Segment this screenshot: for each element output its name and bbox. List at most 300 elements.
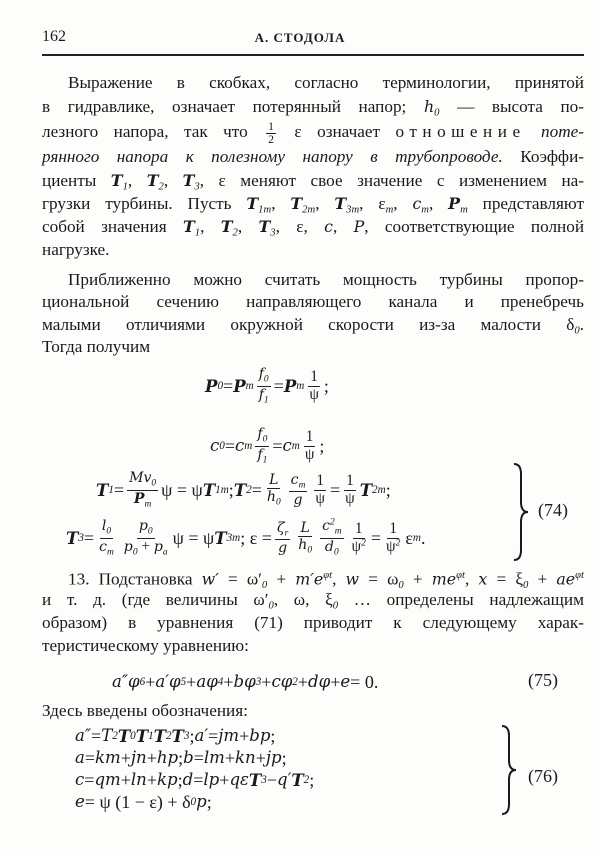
text-segment: 1 (194, 227, 201, 239)
text-segment: T (146, 171, 159, 190)
text-segment: w (345, 569, 360, 589)
text-segment: c (210, 436, 220, 455)
fraction-denominator (122, 539, 170, 558)
fraction (384, 521, 402, 554)
text-segment: jm (218, 726, 240, 745)
text-segment: ; (228, 480, 234, 500)
text-segment: m′e (295, 569, 324, 589)
text-segment: Здесь введены обозначения: (42, 701, 248, 720)
text-segment: T (96, 480, 109, 500)
fraction (350, 521, 368, 554)
text-segment: jn (130, 748, 147, 767)
fraction (313, 473, 327, 506)
paragraph-2-line (42, 314, 584, 336)
text-segment: ; (385, 480, 391, 500)
equation-76-line (75, 747, 287, 769)
text-segment: … определены надлежащим (338, 590, 584, 609)
text-segment: = (251, 480, 262, 500)
text-segment: h (298, 536, 308, 553)
text-segment: + (146, 748, 157, 768)
text-segment: , (127, 171, 147, 190)
text-segment: = (272, 436, 283, 456)
fraction-denominator (257, 387, 271, 406)
text-segment: 3 (194, 181, 200, 193)
text-segment: 1 (262, 454, 268, 465)
text-segment: + (120, 748, 131, 768)
text-segment: = (224, 436, 236, 456)
text-segment: 0 (261, 580, 268, 592)
text-segment: , ε (359, 194, 386, 213)
fraction-denominator (343, 491, 357, 507)
text-segment: 3m (226, 532, 241, 544)
paragraph-3-line (42, 635, 584, 657)
text-segment: , (200, 217, 221, 236)
text-segment: ψ = ψ (172, 528, 215, 548)
text-segment: + (255, 748, 266, 768)
fraction (289, 472, 308, 508)
text-segment: ; (270, 726, 276, 746)
text-segment: + (261, 672, 272, 692)
text-segment: + (186, 672, 197, 692)
text-segment: , (163, 171, 183, 190)
text-segment: T (182, 217, 195, 236)
text-segment: = (208, 726, 219, 746)
fraction-denominator (323, 539, 341, 558)
text-segment: a″ (75, 726, 92, 745)
text-segment: r (284, 528, 289, 539)
text-segment: 5 (180, 676, 187, 688)
text-segment: g (278, 540, 288, 557)
text-segment: P (133, 490, 145, 507)
text-segment: p (196, 792, 207, 811)
paragraph-1-line (42, 146, 584, 168)
text-segment: T (258, 217, 271, 236)
text-segment: отношение (395, 122, 526, 141)
paragraph-3-line (42, 612, 584, 634)
text-segment: φt (456, 570, 465, 581)
text-segment: L (269, 471, 279, 488)
fraction-numerator (127, 470, 158, 490)
text-segment: bφ (233, 672, 256, 691)
fraction-numerator (308, 369, 320, 386)
text-segment: m (291, 440, 300, 452)
text-segment: ; (323, 376, 329, 396)
text-segment: + (239, 726, 250, 746)
text-segment: l (101, 518, 107, 535)
text-segment: = (193, 748, 204, 768)
text-segment: dφ (308, 672, 331, 691)
fraction-denominator (384, 539, 402, 555)
fraction-denominator (266, 134, 276, 145)
text-segment: 1 (108, 484, 114, 496)
equation-76-line (75, 769, 314, 791)
text-segment: c (412, 194, 422, 213)
text-segment: ; (178, 748, 184, 768)
text-segment: f (258, 386, 264, 403)
text-segment: 1 (148, 730, 154, 742)
text-segment: ψ (315, 489, 325, 507)
text-segment: 0 (333, 546, 339, 557)
text-segment: 0 (523, 580, 529, 592)
text-segment: qm (94, 770, 121, 789)
fraction (122, 518, 170, 558)
text-segment: ; (281, 748, 287, 768)
fraction-numerator (257, 366, 271, 386)
text-segment: 2 (232, 227, 238, 239)
text-segment: 1 (389, 520, 397, 538)
text-segment: T (334, 194, 347, 213)
text-segment: ψ = ψ (161, 480, 203, 500)
fraction-denominator (132, 491, 153, 510)
paragraph-1-line (42, 216, 584, 238)
text-segment: + (403, 569, 432, 589)
text-segment: T (202, 480, 216, 500)
fraction (265, 472, 283, 508)
paragraph-2-line (42, 269, 584, 291)
text-segment: m (460, 204, 468, 216)
text-segment: ε (405, 528, 413, 548)
text-segment: 0 (263, 374, 269, 385)
text-segment: 1 (268, 120, 274, 134)
text-segment: T (291, 770, 304, 790)
text-segment: 6 (139, 676, 146, 688)
fraction (97, 518, 116, 558)
text-segment: ; (319, 436, 325, 456)
text-segment: ε означает (278, 122, 396, 141)
text-segment: + (267, 569, 296, 589)
text-segment: T (248, 770, 262, 790)
fraction (266, 121, 276, 144)
text-segment: g (293, 492, 303, 509)
text-segment: 3 (270, 227, 276, 239)
text-segment: . (420, 528, 426, 548)
text-segment: поте- (541, 122, 584, 141)
brace-76 (500, 724, 520, 816)
text-segment: kn (235, 748, 256, 767)
text-segment: T (117, 726, 131, 746)
text-segment: — высота по- (439, 97, 584, 116)
text-segment: + (224, 748, 236, 768)
equation-number-74: (74) (538, 500, 568, 520)
fraction (296, 520, 314, 556)
text-segment: + (297, 672, 309, 692)
text-segment: d (324, 538, 334, 555)
text-segment: T (246, 194, 259, 213)
fraction-numerator (255, 426, 269, 446)
text-segment: P (283, 376, 297, 396)
text-segment: ; (177, 770, 183, 790)
text-segment: 13. Подстановка (68, 569, 202, 589)
text-segment: + (145, 672, 156, 692)
text-segment: 0 (190, 796, 197, 808)
equation-t1-t2 (96, 472, 391, 508)
text-segment: , (237, 217, 259, 236)
text-segment: Mv (129, 470, 152, 487)
text-segment: φt (575, 570, 584, 581)
text-segment: и т. д. (где величины ω′ (42, 590, 269, 609)
text-segment: c (235, 436, 245, 455)
text-segment: qε (229, 770, 249, 789)
fraction-denominator (303, 447, 317, 463)
text-segment: f (257, 446, 263, 463)
text-segment: 0 (217, 380, 224, 392)
text-segment: P (353, 217, 365, 236)
text-segment: p (123, 538, 133, 555)
text-segment: ; (189, 726, 195, 746)
text-segment: f (257, 426, 263, 443)
text-segment: = (273, 376, 284, 396)
fraction-numerator (314, 473, 326, 490)
text-segment: h (266, 488, 276, 505)
text-segment: малыми отличиями окружной скорости из-за малости δ (42, 315, 575, 334)
text-segment: 0 (219, 440, 225, 452)
text-segment: bp (249, 726, 271, 745)
equation-75 (112, 669, 378, 695)
text-segment: циональной сечению направляющего канала и пренебречь (42, 292, 584, 311)
text-segment: T (135, 726, 149, 746)
text-segment: = (223, 376, 234, 396)
text-segment: + (137, 537, 154, 555)
text-segment: + (223, 672, 234, 692)
text-segment: 2 (292, 676, 298, 688)
text-segment: T (101, 726, 113, 745)
paragraph-2-line (42, 291, 584, 313)
text-segment: , ε, (275, 217, 325, 236)
text-segment: 0 (147, 526, 153, 537)
page-number: 162 (42, 28, 66, 45)
text-segment: рянного напора к полезному напору в трубопроводе. (42, 147, 503, 166)
text-segment: c (99, 538, 107, 555)
paragraph-1-line (42, 239, 584, 261)
fraction (257, 366, 271, 406)
text-segment: φt (323, 570, 333, 581)
text-segment: , (464, 569, 479, 589)
text-segment: 0 (151, 478, 157, 489)
text-segment: m (296, 380, 305, 392)
text-segment: 3m (346, 204, 360, 216)
text-segment: , (393, 194, 413, 213)
text-segment: 3 (261, 774, 267, 786)
text-segment: a′ (194, 726, 209, 745)
text-segment: T (153, 726, 166, 746)
text-segment: c (290, 471, 299, 488)
text-segment: , (332, 569, 346, 589)
text-segment: P (448, 194, 461, 213)
text-segment: Коэффи- (502, 147, 584, 166)
text-segment: 0 (332, 600, 339, 612)
text-segment: лезного напора, так что (42, 122, 264, 141)
text-segment: P (233, 376, 246, 396)
fraction-denominator (276, 540, 289, 556)
fraction-denominator (307, 387, 321, 403)
text-segment: 3 (183, 730, 190, 742)
fraction-denominator (296, 537, 314, 556)
text-segment: km (95, 748, 121, 767)
paragraph-1-line (42, 170, 584, 192)
text-segment: 1 (263, 394, 269, 405)
text-segment: 2 (112, 730, 118, 742)
text-segment: 0 (106, 526, 112, 537)
text-segment: T (110, 171, 123, 190)
text-segment: + (330, 672, 341, 692)
brace-74 (512, 462, 532, 562)
text-segment (526, 122, 541, 141)
text-segment: ψ (386, 537, 396, 555)
text-segment: 1 (316, 472, 325, 490)
text-segment: c (324, 217, 333, 236)
text-segment: = (91, 726, 102, 746)
text-segment: m (244, 440, 253, 452)
equation-76-line (75, 725, 275, 747)
text-segment: T (182, 171, 195, 190)
text-segment: m (245, 380, 254, 392)
text-segment: 1 (346, 472, 354, 490)
text-segment: ψ (351, 537, 362, 555)
text-segment: 0 (574, 325, 580, 337)
text-segment: 0 (307, 545, 313, 556)
text-segment: e (340, 672, 351, 691)
equation-number-75: (75) (528, 670, 558, 690)
fraction-numerator (353, 521, 365, 538)
text-segment: T (233, 480, 247, 500)
paragraph-1-line (42, 120, 584, 146)
text-segment: 2 (165, 730, 172, 742)
text-segment: + (120, 770, 131, 790)
fraction-numerator (100, 518, 113, 538)
fraction-numerator (298, 520, 311, 537)
text-segment: m (298, 480, 306, 491)
text-segment: L (300, 519, 310, 536)
text-segment: 4 (217, 676, 224, 688)
text-segment: q′ (276, 770, 292, 789)
text-segment: b (183, 748, 194, 767)
text-segment: kp (157, 770, 178, 789)
text-segment: + (528, 569, 557, 589)
fraction-denominator (97, 539, 116, 558)
fraction (255, 426, 269, 466)
text-segment: jp (265, 748, 282, 767)
text-segment: 1 (305, 428, 314, 446)
fraction-numerator (387, 521, 399, 538)
text-segment: T (171, 726, 184, 746)
text-segment: 0 (268, 600, 274, 612)
text-segment: a (75, 748, 85, 767)
equation-76-line (75, 791, 212, 813)
text-segment: теристическому уравнению: (42, 636, 249, 655)
text-segment: ; (309, 770, 315, 790)
paragraph-1-line (42, 193, 584, 215)
text-segment: m (334, 526, 342, 537)
text-segment: f (258, 366, 264, 383)
text-segment: . (579, 315, 584, 334)
text-segment: P (205, 376, 218, 396)
fraction-denominator (255, 447, 269, 466)
fraction-denominator (292, 492, 305, 508)
text-segment: в гидравлике, означает потерянный напор; (42, 97, 424, 116)
text-segment: a″φ (112, 672, 140, 691)
text-segment: T (214, 528, 227, 548)
text-segment: 3 (255, 676, 262, 688)
header-rule (42, 54, 584, 56)
text-segment: 1 (310, 368, 318, 386)
text-segment: 0 (262, 434, 268, 445)
paragraph-3-line (42, 565, 584, 592)
text-segment: lp (203, 770, 220, 789)
equation-p0 (205, 368, 329, 404)
text-segment: ln (130, 770, 147, 789)
fraction (127, 470, 158, 510)
text-segment: h (423, 97, 435, 116)
text-segment: 2 (361, 537, 366, 548)
text-segment: ψ (345, 489, 355, 507)
text-segment: , ω, ξ (273, 590, 333, 609)
text-segment: представляют (467, 194, 585, 213)
text-segment: ψ (304, 445, 315, 463)
fraction-numerator (304, 429, 316, 446)
text-segment: ζ (276, 519, 285, 536)
text-segment: 2 (268, 132, 274, 146)
text-segment: m (106, 546, 114, 557)
text-segment: собой значения (42, 217, 183, 236)
text-segment: T (290, 194, 303, 213)
text-segment: = (84, 748, 96, 768)
paragraph-1-line (42, 72, 584, 94)
text-segment: = (113, 480, 125, 500)
fraction-numerator (275, 520, 290, 540)
text-segment: cφ (271, 672, 293, 691)
text-segment: aφ (196, 672, 218, 691)
text-segment: 2 (395, 537, 401, 548)
fraction (343, 473, 357, 506)
fraction (307, 369, 321, 402)
text-segment: c (322, 518, 330, 535)
text-segment: ae (556, 569, 576, 589)
fraction-denominator (350, 539, 368, 555)
text-segment: 0 (434, 107, 440, 119)
equation-c0 (210, 428, 324, 464)
text-segment: − (266, 770, 277, 790)
text-segment: Выражение в скобках, согласно терминологии, принятой (68, 73, 584, 92)
running-header-author: А. СТОДОЛА (254, 30, 346, 45)
paragraph-4-line (42, 700, 584, 722)
text-segment: c (282, 436, 292, 455)
text-segment: = 0. (350, 672, 379, 692)
paragraph-2-line (42, 336, 584, 358)
text-segment: x (478, 569, 488, 589)
paragraph-3-line (42, 589, 584, 611)
text-segment: 2 (329, 517, 335, 528)
fraction-numerator (320, 518, 343, 538)
text-segment: 3 (78, 532, 84, 544)
text-segment: 1 (354, 520, 363, 538)
text-segment: 2m (372, 484, 386, 496)
text-segment: m (421, 204, 429, 216)
text-segment: T (359, 480, 373, 500)
text-segment: , соответствующие полной (364, 217, 585, 236)
text-segment: m (144, 498, 152, 509)
text-segment: d (182, 770, 194, 789)
text-segment: 0 (132, 546, 138, 557)
text-segment: 2m (302, 204, 316, 216)
text-segment: = ξ (487, 569, 523, 589)
text-segment: , (429, 194, 449, 213)
equation-t3-epsilon (66, 517, 426, 557)
text-segment: a (162, 546, 168, 557)
text-segment: 1m (258, 204, 272, 216)
text-segment: a′φ (155, 672, 181, 691)
text-segment: = (370, 528, 381, 548)
paragraph-1-line (42, 96, 584, 118)
